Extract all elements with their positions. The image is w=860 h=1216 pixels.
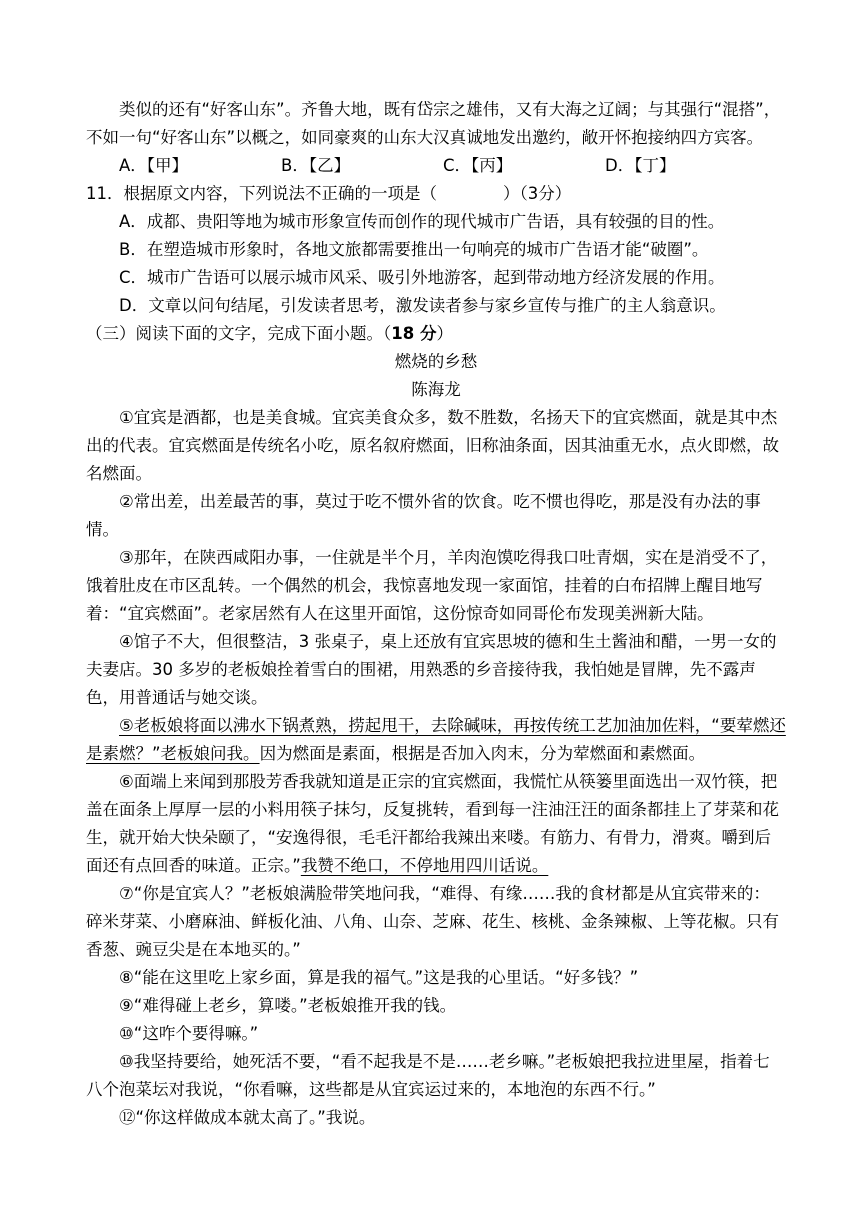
article-paragraph-12: ⑫“你这样做成本就太高了。”我说。 [119, 1108, 376, 1127]
q10-options [86, 152, 786, 180]
q11-option-a: A．成都、贵阳等地为城市形象宣传而创作的现代城市广告语，具有较强的目的性。 [119, 212, 725, 231]
q10-option-b: B．【乙】 [281, 156, 351, 175]
section3-heading-close: ） [436, 324, 453, 343]
paragraph-6-text: ⑥面端上来闻到那股芳香我就知道是正宗的宜宾燃面，我慌忙从筷篓里面选出一双竹筷，把盖在面条上厚厚一层的小料用筷子抹匀，反复挑转，看到每一注油汪汪的面条都挂上了芽菜和花生，就开始大快朵颐了，“安逸得很，毛毛汗都给我辣出来喽。有筋力、有骨力，滑爽。嚼到后面还有点回香的味道。正宗。” [86, 772, 779, 875]
article-paragraph-8: ⑧“能在这里吃上家乡面，算是我的福气。”这是我的心里话。“好多钱？” [119, 968, 639, 987]
article-paragraph-10: ⑩“这咋个要得嘛。” [119, 1024, 259, 1043]
article-paragraph-5 [86, 712, 786, 768]
paragraph-5-underlined: ⑤老板娘将面以沸水下锅煮熟，捞起甩干，去除碱味，再按传统工艺加油加佐料，“要荤燃还是素燃？”老板娘问我。 [86, 716, 786, 763]
article-author: 陈海龙 [411, 380, 461, 399]
article-paragraph-3: ③那年，在陕西咸阳办事，一住就是半个月，羊肉泡馍吃得我口吐青烟，实在是消受不了，饿着肚皮在市区乱转。一个偶然的机会，我惊喜地发现一家面馆，挂着的白布招牌上醒目地写着：“宜宾燃面”。老家居然有人在这里开面馆，这份惊奇如同哥伦布发现美洲新大陆。 [86, 548, 778, 623]
document-page [86, 96, 786, 1132]
q10-option-a: A．【甲】 [119, 156, 189, 175]
section3-heading [86, 320, 786, 348]
q10-option-d: D．【丁】 [605, 156, 676, 175]
article-paragraph-7: ⑦“你是宜宾人？”老板娘满脸带笑地问我，“难得、有缘……我的食材都是从宜宾带来的：碎米芽菜、小磨麻油、鲜板化油、八角、山奈、芝麻、花生、核桃、金条辣椒、上等花椒。只有香葱、豌豆尖是在本地买的。” [86, 884, 779, 959]
q10-passage-end: 类似的还有“好客山东”。齐鲁大地，既有岱宗之雄伟，又有大海之辽阔；与其强行“混搭”，不如一句“好客山东”以概之，如同豪爽的山东大汉真诚地发出邀约，敞开怀抱接纳四方宾客。 [86, 100, 781, 147]
section3-score: 18 分 [391, 324, 437, 343]
article-paragraph-1: ①宜宾是酒都，也是美食城。宜宾美食众多，数不胜数，名扬天下的宜宾燃面，就是其中杰出的代表。宜宾燃面是传统名小吃，原名叙府燃面，旧称油条面，因其油重无水，点火即燃，故名燃面。 [86, 408, 779, 483]
article-paragraph-11: ⑩我坚持要给，她死活不要，“看不起我是不是……老乡嘛。”老板娘把我拉进里屋，指着七八个泡菜坛对我说，“你看嘛，这些都是从宜宾运过来的，本地泡的东西不行。” [86, 1052, 770, 1099]
q11-option-b: B．在塑造城市形象时，各地文旅都需要推出一句响亮的城市广告语才能“破圈”。 [119, 240, 709, 259]
q11-option-d: D．文章以问句结尾，引发读者思考，激发读者参与家乡宣传与推广的主人翁意识。 [119, 296, 726, 315]
q10-option-c: C．【丙】 [443, 156, 513, 175]
q11-stem: 11．根据原文内容，下列说法不正确的一项是（ ）（3分） [86, 184, 572, 203]
article-paragraph-4: ④馆子不大，但很整洁，3 张桌子，桌上还放有宜宾思坡的德和生土酱油和醋，一男一女的夫妻店。30 多岁的老板娘拴着雪白的围裙，用熟悉的乡音接待我，我怕她是冒牌，先不露声色，用普通话与她交谈。 [86, 632, 777, 707]
article-paragraph-2: ②常出差，出差最苦的事，莫过于吃不惯外省的饮食。吃不惯也得吃，那是没有办法的事情。 [86, 492, 761, 539]
article-paragraph-6 [86, 768, 786, 880]
article-title: 燃烧的乡愁 [394, 352, 478, 371]
q11-option-c: C．城市广告语可以展示城市风采、吸引外地游客，起到带动地方经济发展的作用。 [119, 268, 725, 287]
paragraph-6-underlined: 我赞不绝口，不停地用四川话说。 [300, 856, 549, 875]
article-paragraph-9: ⑨“难得碰上老乡，算喽。”老板娘推开我的钱。 [119, 996, 457, 1015]
paragraph-5-rest: 因为燃面是素面，根据是否加入肉末，分为荤燃面和素燃面。 [259, 744, 706, 763]
section3-heading-text: （三）阅读下面的文字，完成下面小题。（ [86, 324, 392, 343]
